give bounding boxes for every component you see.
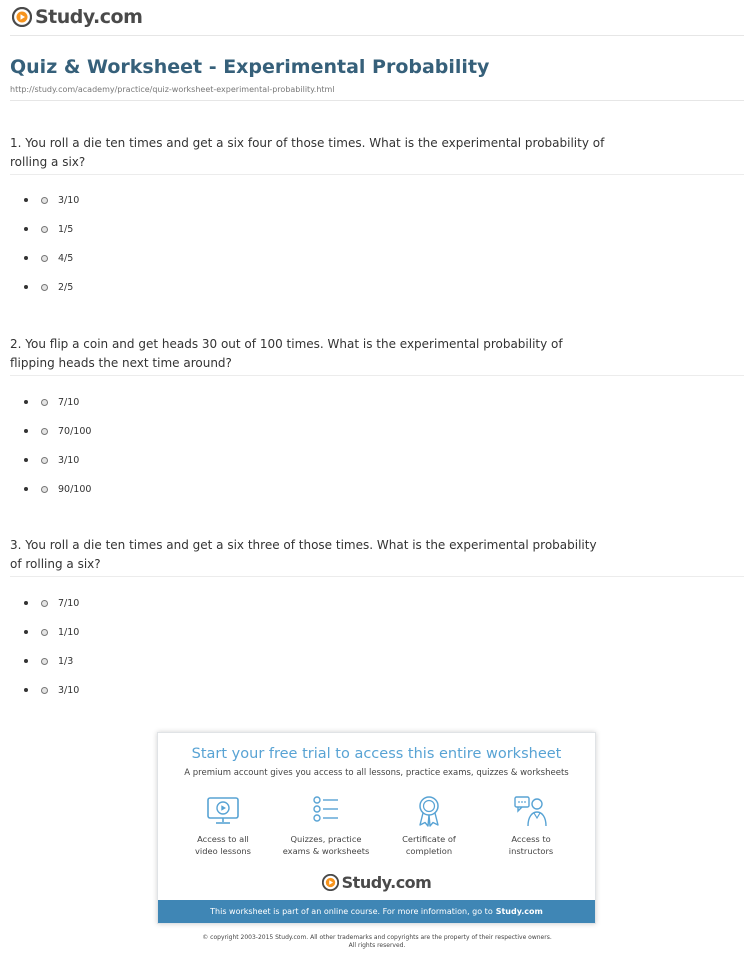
radio-button[interactable] [41,226,48,233]
answer-option[interactable] [24,424,91,438]
answer-label: 2/5 [58,281,74,293]
promo-study-logo[interactable] [158,873,595,892]
feature-label: Certificate of completion [402,834,456,856]
page-url[interactable]: http://study.com/academy/practice/quiz-worksheet-experimental-probability.html [10,85,335,94]
answer-option[interactable] [24,625,79,639]
answer-option[interactable] [24,482,91,496]
study-logo-icon [12,7,32,27]
study-logo[interactable] [12,6,142,28]
certificate-icon [411,793,447,829]
quiz-list-icon [308,793,344,829]
study-logo-text: Study.com [35,6,143,28]
answer-option[interactable] [24,596,79,610]
promo-heading[interactable]: Start your free trial to access this entire worksheet [191,746,562,762]
promo-box [157,732,596,924]
radio-button[interactable] [41,284,48,291]
study-logo-text: Study.com [341,873,432,892]
answer-label: 3/10 [58,194,80,206]
answer-option[interactable] [24,654,73,668]
bullet-icon [24,688,28,692]
answer-label: 70/100 [58,425,92,437]
answer-label: 1/3 [58,655,74,667]
video-lesson-icon [205,793,241,829]
question-divider [10,174,744,175]
radio-button[interactable] [41,687,48,694]
question-divider [10,375,744,376]
feature-label: Quizzes, practice exams & worksheets [282,834,370,856]
bullet-icon [24,285,28,289]
radio-button[interactable] [41,486,48,493]
bullet-icon [24,601,28,605]
instructor-icon [513,793,549,829]
feature-quizzes [271,793,381,857]
page-title: Quiz & Worksheet - Experimental Probability [10,56,490,78]
bullet-icon [24,227,28,231]
bullet-icon [24,659,28,663]
answer-label: 1/5 [58,223,74,235]
answer-label: 7/10 [58,396,80,408]
feature-video-lessons [168,793,278,857]
copyright-notice [0,934,754,950]
answer-option[interactable] [24,453,79,467]
answer-label: 4/5 [58,252,74,264]
question-divider [10,576,744,577]
promo-bar-link[interactable]: Study.com [495,907,543,916]
answer-option[interactable] [24,222,73,236]
answer-option[interactable] [24,280,73,294]
study-logo-icon [322,874,339,891]
bullet-icon [24,487,28,491]
answer-label: 7/10 [58,597,80,609]
radio-button[interactable] [41,629,48,636]
title-divider [10,100,744,101]
answer-option[interactable] [24,683,79,697]
answer-label: 1/10 [58,626,80,638]
bullet-icon [24,198,28,202]
bullet-icon [24,630,28,634]
feature-certificate [374,793,484,857]
bullet-icon [24,458,28,462]
radio-button[interactable] [41,457,48,464]
header-divider [10,35,744,36]
answer-option[interactable] [24,395,79,409]
feature-label: Access to instructors [508,834,554,856]
radio-button[interactable] [41,197,48,204]
promo-bar-text: This worksheet is part of an online course. For more information, go to [210,907,493,916]
bullet-icon [24,400,28,404]
answer-label: 3/10 [58,454,80,466]
feature-instructors [476,793,586,857]
promo-info-bar [158,900,595,923]
radio-button[interactable] [41,600,48,607]
radio-button[interactable] [41,255,48,262]
answer-label: 90/100 [58,483,92,495]
feature-label: Access to all video lessons [194,834,251,856]
bullet-icon [24,256,28,260]
answer-option[interactable] [24,193,79,207]
bullet-icon [24,429,28,433]
radio-button[interactable] [41,658,48,665]
radio-button[interactable] [41,428,48,435]
question-text: 3. You roll a die ten times and get a six three of those times. What is the experimental probability of rolling a six? [10,538,597,571]
answer-option[interactable] [24,251,73,265]
copyright-line: All rights reserved. [348,942,406,949]
copyright-line: © copyright 2003-2015 Study.com. All other trademarks and copyrights are the property of their respective owners. [202,934,552,941]
answer-label: 3/10 [58,684,80,696]
question-text: 1. You roll a die ten times and get a six four of those times. What is the experimental probability of rolling a six? [10,136,605,169]
promo-subheading: A premium account gives you access to all lessons, practice exams, quizzes & worksheets [184,768,569,778]
radio-button[interactable] [41,399,48,406]
question-text: 2. You flip a coin and get heads 30 out of 100 times. What is the experimental probability of flipping heads the next time around? [10,337,563,370]
